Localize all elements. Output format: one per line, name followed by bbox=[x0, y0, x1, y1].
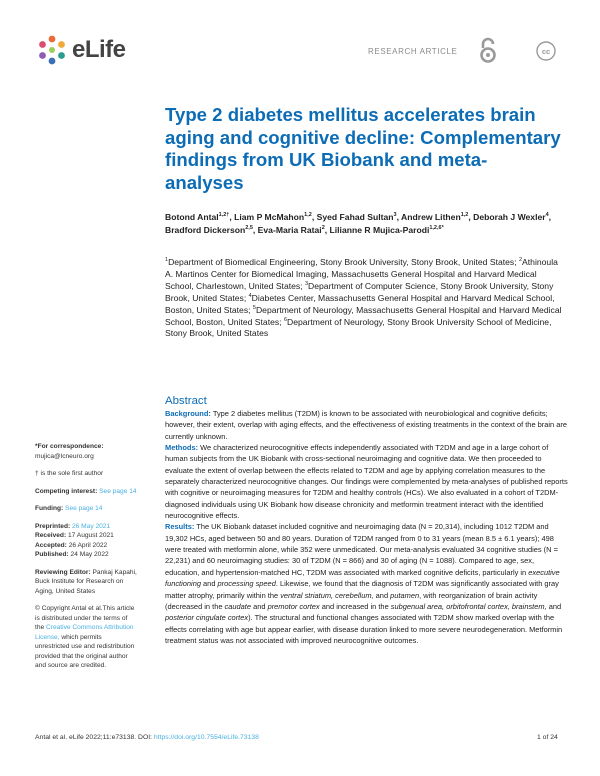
author-affiliation-marker: 4 bbox=[545, 212, 549, 219]
author-list: Botond Antal$^{1,2\dagger}$, Liam P McMahon$^{1,2}$, Syed Fahad Sultan$^3$, Andrew Lithen$^{1,2}$, Deborah J Wexler$^4$, Bradford Dickerson$^{2,5}$, Eva-Maria Ratai$^2$, Lilianne R Mujica-Parodi$^{1,2,6*}$ bbox=[165, 212, 552, 235]
author-name: Syed Fahad Sultan bbox=[316, 212, 394, 222]
author-name: Liam P McMahon bbox=[234, 212, 305, 222]
affiliation-list bbox=[165, 257, 567, 340]
results-emphasis: premotor cortex bbox=[267, 601, 320, 611]
author[interactable] bbox=[165, 225, 253, 235]
page-number: 1 of 24 bbox=[537, 734, 558, 741]
affiliation-text: Diabetes Center, Massachusetts General Hospital and Harvard Medical School, Boston, United States; bbox=[165, 292, 555, 315]
affiliation-number: 6 bbox=[283, 316, 288, 323]
results-emphasis: processing speed bbox=[217, 579, 276, 589]
reviewing-editor bbox=[35, 568, 137, 597]
results-text: and bbox=[373, 590, 391, 600]
affiliation-number: 4 bbox=[248, 292, 252, 299]
article-sidebar bbox=[35, 442, 137, 679]
editor-text: Pankaj Kapahi, Buck Institute for Research on Aging, United States bbox=[35, 568, 137, 595]
copyright-notice bbox=[35, 604, 137, 671]
results-text: and bbox=[546, 601, 562, 611]
results-emphasis: subgenual area, orbitofrontal cortex, brainstem, bbox=[390, 601, 547, 611]
author-name: Andrew Lithen bbox=[401, 212, 461, 222]
affiliation-number: 1 bbox=[165, 257, 169, 264]
author[interactable] bbox=[330, 225, 444, 235]
results-emphasis: ventral striatum, cerebellum, bbox=[280, 590, 374, 600]
background-text: Type 2 diabetes mellitus (T2DM) is known to be associated with neurobiological and cognitive deficits; however, their extent, overlap with aging effects, and the effectiveness of existing treatments in the context of the brain are currently unknown. bbox=[165, 409, 567, 441]
date-accepted bbox=[35, 542, 107, 549]
results-text: . Likewise, we found that the diagnosis of T2DM was significantly associated with gray matter atrophy, primarily within the bbox=[165, 579, 559, 600]
affiliation-text: Department of Computer Science, Stony Brook University, Stony Brook, United States; bbox=[165, 280, 554, 303]
results-emphasis: caudate bbox=[224, 601, 252, 611]
funding-label: Funding: bbox=[35, 505, 64, 512]
logo-text: eLife bbox=[72, 36, 126, 63]
doi-link[interactable]: https://doi.org/10.7554/eLife.73138 bbox=[153, 734, 259, 741]
citation-text: Antal et al. eLife 2022;11:e73138. DOI: bbox=[35, 734, 154, 741]
competing-link[interactable]: See page 14 bbox=[99, 487, 137, 495]
abstract-body bbox=[165, 408, 568, 646]
elife-logo[interactable] bbox=[36, 34, 126, 66]
date-value: 24 May 2022 bbox=[70, 551, 109, 558]
competing-interest bbox=[35, 487, 137, 497]
author-affiliation-marker: 3 bbox=[393, 212, 397, 219]
author-name: Bradford Dickerson bbox=[165, 225, 246, 235]
affiliation bbox=[165, 257, 519, 267]
affiliation-number: 3 bbox=[304, 280, 309, 287]
author[interactable] bbox=[473, 212, 549, 222]
article-type-label: RESEARCH ARTICLE bbox=[368, 47, 458, 56]
creative-commons-icon[interactable] bbox=[536, 41, 556, 61]
date-published bbox=[35, 551, 109, 558]
affiliation-text: Department of Neurology, Massachusetts General Hospital and Harvard Medical School, Boston, United States; bbox=[165, 304, 562, 327]
results-emphasis: putamen bbox=[390, 590, 420, 600]
background-label: Background: bbox=[165, 409, 211, 418]
author[interactable] bbox=[258, 225, 325, 235]
results-text: , with reorganization of brain activity (decreased in the bbox=[165, 590, 538, 611]
elife-logo-icon bbox=[36, 34, 68, 66]
article-title: Type 2 diabetes mellitus accelerates brain aging and cognitive decline: Complementary findings from UK Biobank and meta-analyses bbox=[165, 104, 561, 193]
date-label: Preprinted: bbox=[35, 522, 71, 530]
correspondence-block bbox=[35, 442, 137, 461]
date-received bbox=[35, 532, 114, 539]
author-name: Botond Antal bbox=[165, 212, 219, 222]
author[interactable] bbox=[165, 212, 229, 222]
affiliation-text: Athinoula A. Martinos Center for Biomedical Imaging, Massachusetts General Hospital and Harvard Medical School, Charlestown, United States; bbox=[165, 257, 558, 291]
competing-label: Competing interest: bbox=[35, 487, 98, 495]
methods-text: We characterized neurocognitive effects independently associated with T2DM and age in a large cohort of human subjects from the UK Biobank with cross-sectional neuroimaging and cognitive data. We then proceeded to evaluate the extent of overlap between the effects related to T2DM and age by applying correlation measures to the separately characterized neurocognitive changes. Our findings were complemented by meta-analyses of published reports with cognitive or neuroimaging measures for T2DM and healthy controls (HCs). We also evaluated in a cohort of T2DM-diagnosed individuals using UK Biobank how disease chronicity and metformin treatment interact with the identified neurocognitive effects. bbox=[165, 443, 568, 521]
funding-link[interactable]: See page 14 bbox=[65, 505, 103, 512]
footer-citation bbox=[35, 734, 259, 741]
svg-text:cc: cc bbox=[541, 47, 551, 56]
date-value: 26 April 2022 bbox=[68, 541, 108, 549]
results-text: The UK Biobank dataset included cognitive and neuroimaging data (N = 20,314), including 1012 T2DM and 19,302 HCs, aged between 50 and 80 years. Duration of T2DM ranged from 0 to 31 years (mean 8.5 ± 6.1 years); 498 were treated with metformin alone, while 352 were unmedicated. Our meta-analysis evaluated 34 cognitive studies (N = 22,231) and 60 neuroimaging studies: 30 of T2DM (N = 866) and 30 of aging (N = 1088). Compared to age, sex, education, and hypertension-matched HC, T2DM was associated with marked cognitive deficits, particularly in bbox=[165, 522, 558, 577]
author[interactable] bbox=[234, 212, 312, 222]
affiliation-number: 2 bbox=[518, 257, 523, 264]
date-label: Accepted: bbox=[35, 541, 67, 549]
affiliation-number: 5 bbox=[252, 304, 256, 311]
first-author-note: † is the sole first author bbox=[35, 470, 104, 477]
funding bbox=[35, 504, 137, 514]
results-text: and increased in the bbox=[319, 601, 391, 611]
open-access-icon[interactable] bbox=[478, 36, 498, 64]
results-text: and bbox=[251, 601, 268, 611]
affiliation-text: Department of Neurology, Stony Brook University School of Medicine, Stony Brook, United States bbox=[165, 316, 552, 339]
author-affiliation-marker: 1,2 bbox=[460, 212, 469, 219]
author-name: Eva-Maria Ratai bbox=[257, 225, 322, 235]
author-affiliation-marker: 1,2† bbox=[218, 212, 230, 219]
results-emphasis: posterior cingulate cortex bbox=[165, 613, 249, 623]
abstract-methods bbox=[165, 442, 568, 521]
methods-label: Methods: bbox=[165, 443, 199, 453]
date-value: 17 August 2021 bbox=[68, 532, 114, 539]
copyright-text: which permits unrestricted use and redistribution provided that the original author and source are credited. bbox=[35, 633, 135, 669]
abstract-background bbox=[165, 408, 568, 442]
abstract-heading: Abstract bbox=[165, 395, 207, 407]
results-label: Results: bbox=[165, 522, 195, 532]
author-affiliation-marker: 1,2,6* bbox=[429, 225, 444, 232]
results-text: and bbox=[200, 579, 218, 589]
results-emphasis: executive functioning bbox=[165, 567, 560, 589]
author-affiliation-marker: 2,5 bbox=[245, 225, 253, 232]
date-label: Received: bbox=[35, 532, 67, 539]
correspondence-email[interactable]: mujica@lcneuro.org bbox=[35, 452, 94, 460]
author-affiliation-marker: 2 bbox=[321, 225, 325, 232]
date-value[interactable]: 26 May 2021 bbox=[72, 522, 111, 530]
author-name: Lilianne R Mujica-Parodi bbox=[329, 225, 430, 235]
correspondence-label: *For correspondence: bbox=[35, 443, 104, 450]
publication-dates bbox=[35, 522, 137, 560]
author[interactable] bbox=[401, 212, 468, 222]
abstract-results bbox=[165, 521, 568, 646]
copyright-text: © Copyright Antal et al.This article is distributed under the terms of the bbox=[35, 605, 135, 631]
results-text: ). The structural and functional changes associated with T2DM show marked overlap with the effects correlating with age but appear earlier, with disease duration linked to more severe neurodegeneration. Metformin treatment status was not associated with improved neurocognitive outcomes. bbox=[165, 613, 563, 645]
date-label: Published: bbox=[35, 551, 69, 558]
license-link[interactable]: Creative Commons Attribution License, bbox=[35, 624, 134, 641]
author-name: Deborah J Wexler bbox=[473, 212, 546, 222]
editor-label: Reviewing Editor: bbox=[35, 568, 91, 576]
affiliation-text: Department of Biomedical Engineering, Stony Brook University, Stony Brook, United States; bbox=[168, 257, 519, 267]
date-preprinted bbox=[35, 523, 110, 530]
author[interactable] bbox=[317, 212, 397, 222]
author-affiliation-marker: 1,2 bbox=[304, 212, 312, 219]
